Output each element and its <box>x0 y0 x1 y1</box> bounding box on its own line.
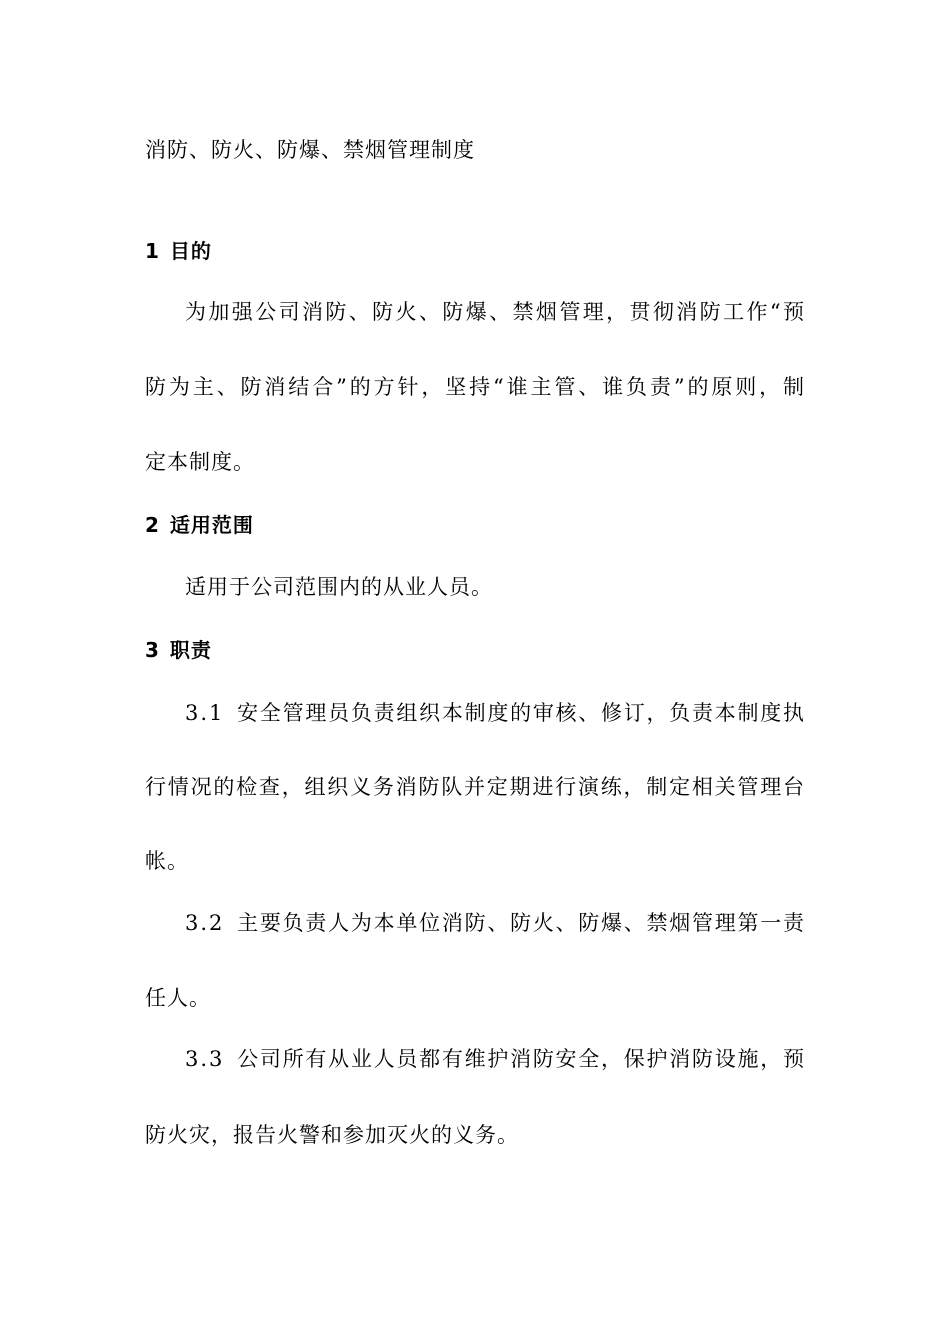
section-number: 1 <box>145 239 160 263</box>
section-title: 目的 <box>169 239 212 263</box>
paragraph-line: 防为主、防消结合”的方针，坚持“谁主管、谁负责”的原则，制 <box>145 375 805 399</box>
subitem-number: 3.3 <box>185 1047 225 1071</box>
subitem-line <box>185 909 805 937</box>
paragraph-line: 适用于公司范围内的从业人员。 <box>185 575 493 599</box>
section-heading-3 <box>145 636 212 664</box>
subitem-text: 主要负责人为本单位消防、防火、防爆、禁烟管理第一责 <box>236 911 805 935</box>
paragraph-line: 帐。 <box>145 849 189 873</box>
section-number: 2 <box>145 513 160 537</box>
document-title: 消防、防火、防爆、禁烟管理制度 <box>145 138 475 162</box>
subitem-number: 3.2 <box>185 911 225 935</box>
section-title: 适用范围 <box>169 513 254 537</box>
subitem-number: 3.1 <box>185 701 225 725</box>
section-heading-1 <box>145 237 212 265</box>
paragraph-line: 任人。 <box>145 986 211 1010</box>
subitem-line <box>185 699 805 727</box>
subitem-text: 安全管理员负责组织本制度的审核、修订，负责本制度执 <box>236 701 805 725</box>
paragraph-line: 定本制度。 <box>145 450 255 474</box>
section-title: 职责 <box>169 638 212 662</box>
paragraph-line: 防火灾，报告火警和参加灭火的义务。 <box>145 1123 519 1147</box>
subitem-line <box>185 1045 805 1073</box>
paragraph-line: 为加强公司消防、防火、防爆、禁烟管理，贯彻消防工作“预 <box>185 300 805 324</box>
section-number: 3 <box>145 638 160 662</box>
section-heading-2 <box>145 511 254 539</box>
subitem-text: 公司所有从业人员都有维护消防安全，保护消防设施，预 <box>236 1047 805 1071</box>
paragraph-line: 行情况的检查，组织义务消防队并定期进行演练，制定相关管理台 <box>145 775 805 799</box>
